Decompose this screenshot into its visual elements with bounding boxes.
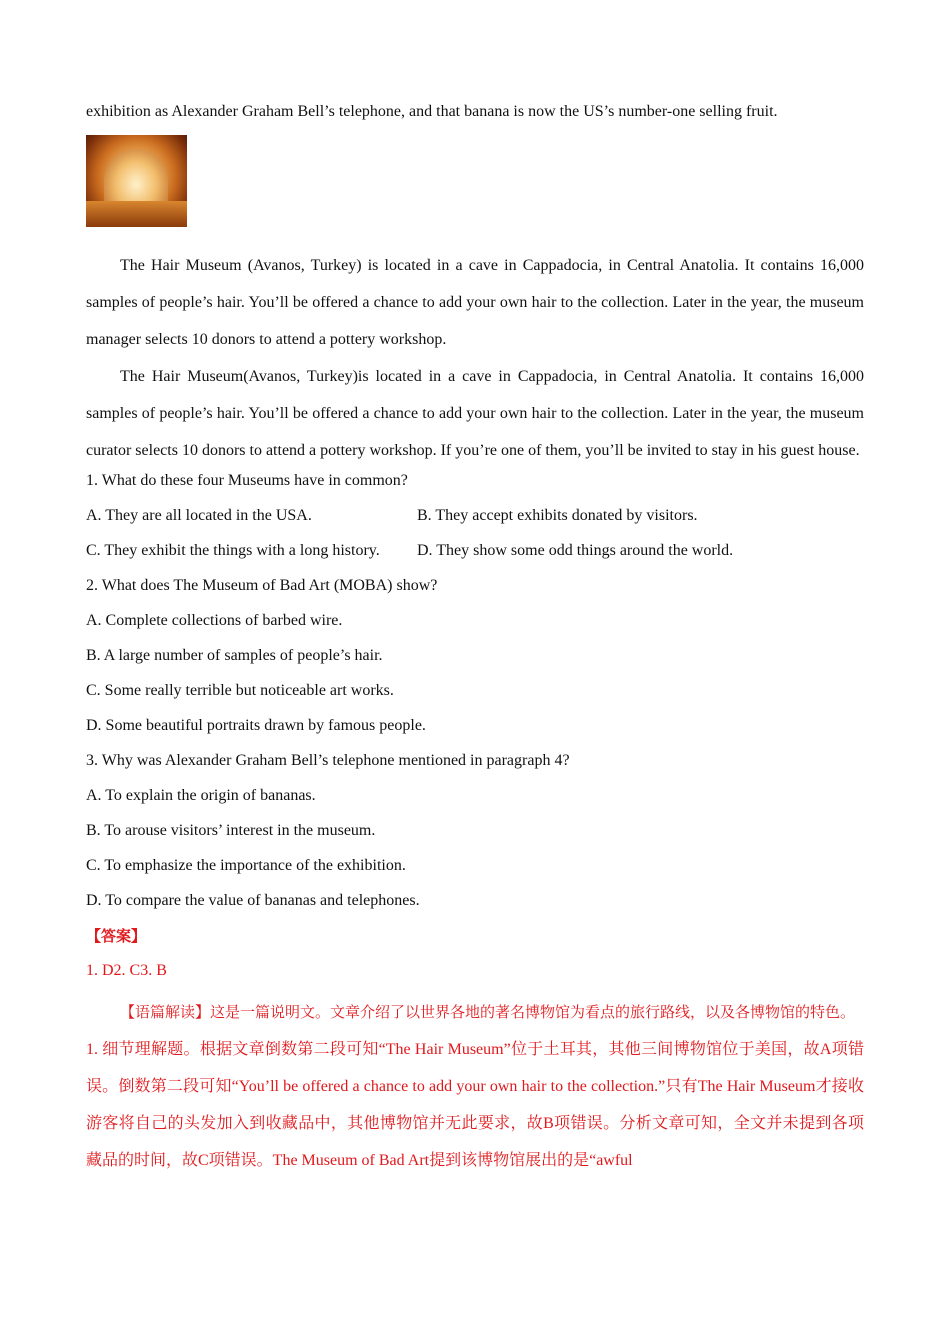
answer-keys: 1. D2. C3. B [86,962,167,979]
analysis-intro: 【语篇解读】这是一篇说明文。文章介绍了以世界各地的著名博物馆为看点的旅行路线，以及各博物馆的特色。 [120,1003,856,1021]
option-a: A. Complete collections of barbed wire. [86,612,343,629]
cave-hair-museum-photo [86,135,187,227]
question-stem: 1. What do these four Museums have in common? [86,472,408,489]
option-b: B. To arouse visitors’ interest in the museum. [86,822,376,839]
option-row [86,539,864,563]
photo-floor [86,201,187,227]
question-stem: 3. Why was Alexander Graham Bell’s telephone mentioned in paragraph 4? [86,752,570,769]
option-b: B. They accept exhibits donated by visitors. [417,507,698,524]
passage-continuation: exhibition as Alexander Graham Bell’s telephone, and that banana is now the US’s number-one selling fruit. [86,103,778,120]
option-d: D. They show some odd things around the world. [417,542,734,559]
option-a: A. They are all located in the USA. [86,507,312,524]
passage-paragraph: The Hair Museum (Avanos, Turkey) is located in a cave in Cappadocia, in Central Anatolia. It contains 16,000 samples of people’s hair. You’ll be offered a chance to add your own hair to the collection. Later in the year, the museum manager selects 10 donors to attend a pottery workshop. [86,257,864,348]
document-content [86,100,864,1179]
option-row [86,504,864,528]
option-a: A. To explain the origin of bananas. [86,787,316,804]
answer-heading: 【答案】 [86,927,147,945]
option-c: C. They exhibit the things with a long history. [86,542,380,559]
question-stem: 2. What does The Museum of Bad Art (MOBA) show? [86,577,438,594]
option-b: B. A large number of samples of people’s hair. [86,647,383,664]
option-d: D. To compare the value of bananas and telephones. [86,892,420,909]
analysis-q1: 1. 细节理解题。根据文章倒数第二段可知“The Hair Museum”位于土耳其，其他三间博物馆位于美国，故A项错误。倒数第二段可知“You’ll be offered a chance to add your own hair to the collection.”只有The Hair Museum才接收游客将自己的头发加入到收藏品中，其他博物馆并无此要求，故B项错误。分析文章可知，全文并未提到各项藏品的时间，故C项错误。The Museum of Bad Art提到该博物馆展出的是“awful [86,1041,864,1169]
passage-paragraph: The Hair Museum(Avanos, Turkey)is located in a cave in Cappadocia, in Central Anatolia. It contains 16,000 samples of people’s hair. You’ll be offered a chance to add your own hair to the collection. Later in the year, the museum curator selects 10 donors to attend a pottery workshop. If you’re one of them, you’ll be invited to stay in his guest house. [86,368,864,459]
photo-arch [104,149,168,209]
option-c: C. Some really terrible but noticeable art works. [86,682,394,699]
option-c: C. To emphasize the importance of the exhibition. [86,857,406,874]
option-d: D. Some beautiful portraits drawn by famous people. [86,717,426,734]
